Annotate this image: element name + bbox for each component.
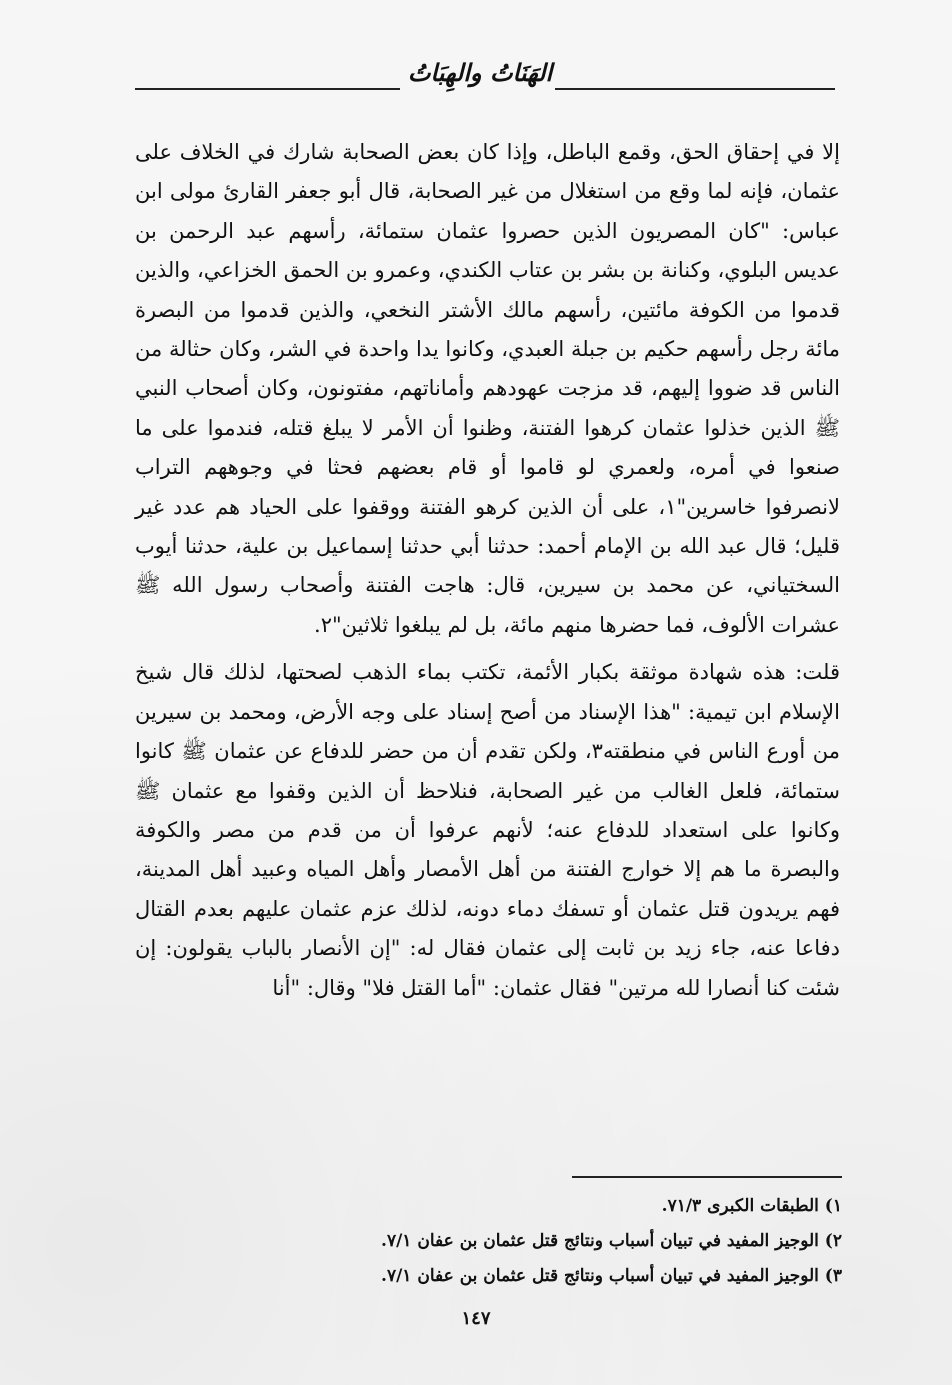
running-header bbox=[135, 52, 835, 122]
header-rule-right bbox=[555, 88, 835, 90]
footnote-1: ١) الطبقات الكبرى ٧١/٣. bbox=[661, 1196, 842, 1216]
main-text bbox=[135, 133, 840, 1008]
page-number: ١٤٧ bbox=[461, 1308, 491, 1329]
footnotes bbox=[122, 1189, 842, 1294]
paragraph-2: قلت: هذه شهادة موثقة بكبار الأئمة، تكتب بماء الذهب لصحتها، لذلك قال شيخ الإسلام ابن تيمية: "هذا الإسناد من أصح إسناد على وجه الأرض، ومحمد بن سيرين من أورع الناس في منطقته٣، ولكن تقدم أن من حضر للدفاع عن عثمان ﷺ كانوا ستمائة، فلعل الغالب من غير الصحابة، فنلاحظ أن الذين وقفوا مع عثمان ﷺ وكانوا على استعداد للدفاع عنه؛ لأنهم عرفوا أن من قدم من مصر والكوفة والبصرة ما هم إلا خوارج الفتنة من أهل الأمصار وأهل المياه وعبيد أهل المدينة، فهم يريدون قتل عثمان أو تسفك دماء دونه، لذلك عزم عثمان عليهم بعدم القتال دفاعا عنه، جاء زيد بن ثابت إلى عثمان فقال له: "إن الأنصار بالباب يقولون: إن شئت كنا أنصارا لله مرتين" فقال عثمان: "أما القتل فلا" وقال: "أنا bbox=[135, 660, 840, 1000]
header-rule-left bbox=[135, 88, 400, 90]
footnote-separator bbox=[572, 1176, 842, 1178]
footnote-2: ٢) الوجيز المفيد في تبيان أسباب ونتائج قتل عثمان بن عفان ٧/١. bbox=[381, 1231, 842, 1251]
header-title: الهَنَاتُ والهِبَاتُ bbox=[407, 58, 553, 87]
paragraph-1: إلا في إحقاق الحق، وقمع الباطل، وإذا كان بعض الصحابة شارك في الخلاف على عثمان، فإنه لما وقع من استغلال من غير الصحابة، قال أبو جعفر القارئ مولى ابن عباس: "كان المصريون الذين حصروا عثمان ستمائة، رأسهم عبد الرحمن بن عديس البلوي، وكنانة بن بشر بن عتاب الكندي، وعمرو بن الحمق الخزاعي، والذين قدموا من الكوفة مائتين، رأسهم مالك الأشتر النخعي، والذين قدموا من البصرة مائة رجل رأسهم حكيم بن جبلة العبدي، وكانوا يدا واحدة في الشر، وكان حثالة من الناس قد ضووا إليهم، قد مزجت عهودهم وأماناتهم، مفتونون، وكان أصحاب النبي ﷺ الذين خذلوا عثمان كرهوا الفتنة، وظنوا أن الأمر لا يبلغ قتله، فندموا على ما صنعوا في أمره، ولعمري لو قاموا أو قام بعضهم فحثا في وجوههم التراب لانصرفوا خاسرين"١، على أن الذين كرهو الفتنة ووقفوا على الحياد هم عدد غير قليل؛ قال عبد الله بن الإمام أحمد: حدثنا أبي حدثنا إسماعيل بن علية، حدثنا أيوب السختياني، عن محمد بن سيرين، قال: هاجت الفتنة وأصحاب رسول الله ﷺ عشرات الألوف، فما حضرها منهم مائة، بل لم يبلغوا ثلاثين"٢. bbox=[135, 140, 840, 637]
footnote-3: ٣) الوجيز المفيد في تبيان أسباب ونتائج قتل عثمان بن عفان ٧/١. bbox=[381, 1266, 842, 1286]
